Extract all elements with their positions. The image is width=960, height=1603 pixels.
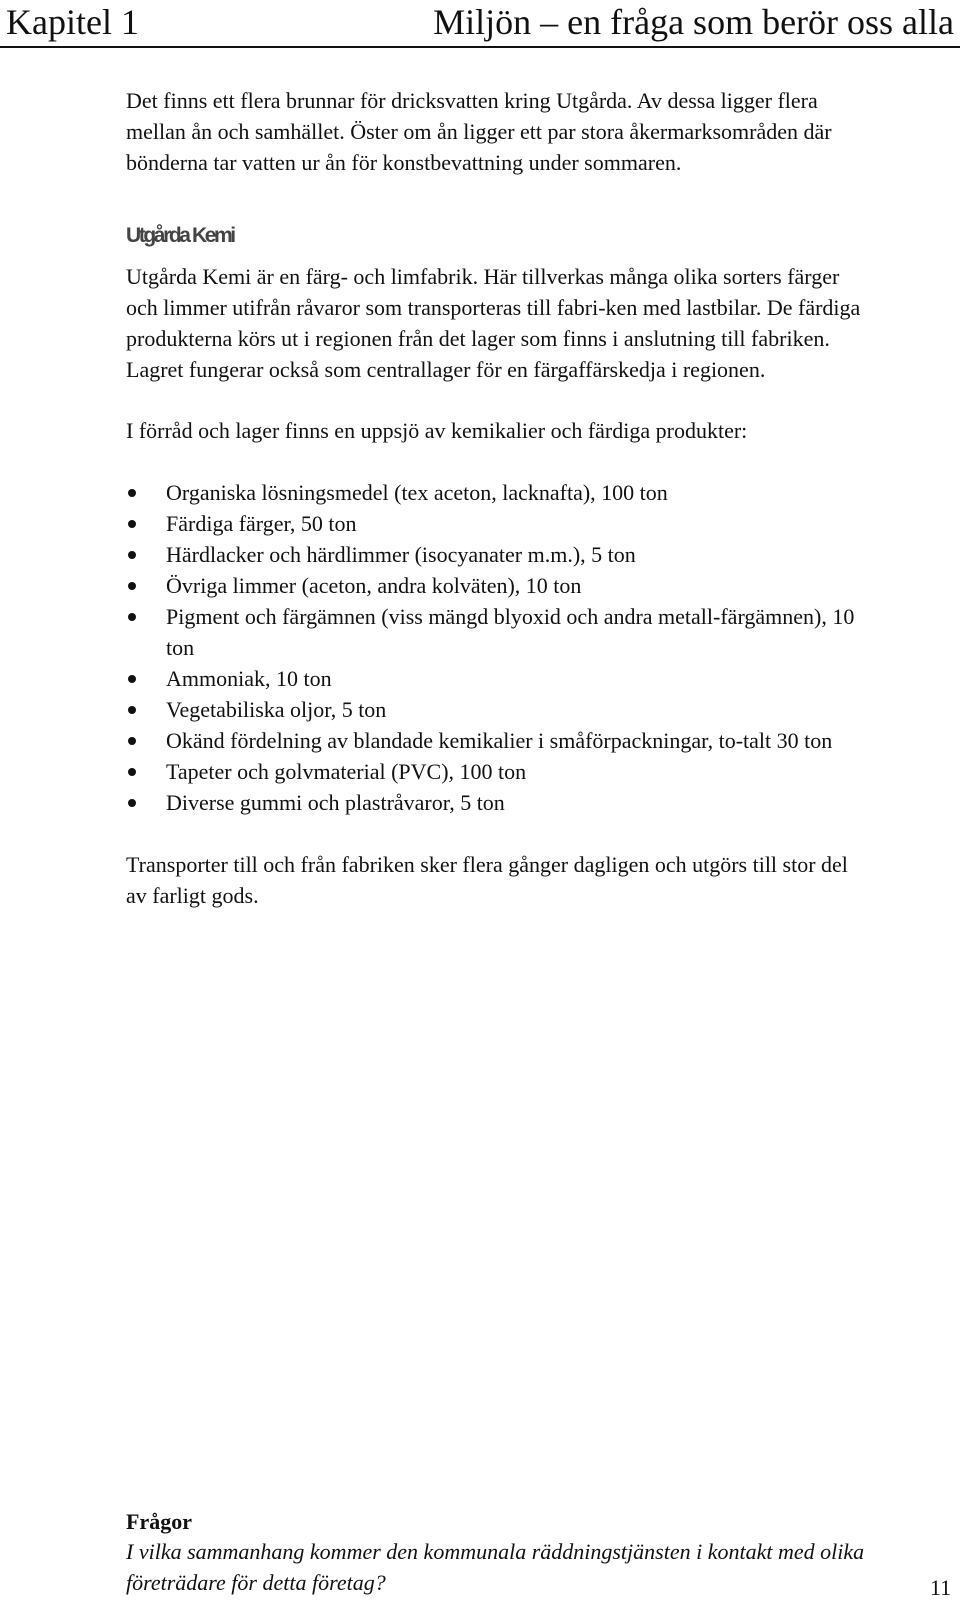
question-text: I vilka sammanhang kommer den kommunala räddningstjänsten i kontakt med olika företrädare för detta företag? [126, 1539, 865, 1595]
list-item [126, 787, 866, 818]
bullet-icon [128, 799, 136, 807]
list-item [126, 570, 866, 601]
chapter-label: Kapitel 1 [6, 2, 139, 42]
main-content [126, 85, 866, 911]
questions-heading: Frågor [126, 1509, 192, 1534]
company-paragraph: Utgårda Kemi är en färg- och limfabrik. Här tillverkas många olika sorters färger och limmer utifrån råvaror som transporteras till fabri-ken med lastbilar. De färdiga produkterna körs ut i regionen från det lager som finns i anslutning till fabriken. Lagret fungerar också som centrallager för en färgaffärskedja i regionen. [126, 264, 861, 382]
stock-intro-paragraph: I förråd och lager finns en uppsjö av kemikalier och färdiga produkter: [126, 418, 748, 443]
list-item-text: Ammoniak, 10 ton [166, 666, 332, 691]
inventory-list [126, 477, 866, 818]
list-item-text: Färdiga färger, 50 ton [166, 511, 357, 536]
list-item [126, 477, 866, 508]
list-item-text: Diverse gummi och plastråvaror, 5 ton [166, 790, 505, 815]
list-item [126, 756, 866, 787]
section-heading: Utgårda Kemi [126, 224, 234, 247]
list-item-text: Vegetabiliska oljor, 5 ton [166, 697, 387, 722]
bullet-icon [128, 737, 136, 745]
list-item-text: Tapeter och golvmaterial (PVC), 100 ton [166, 759, 527, 784]
intro-paragraph: Det finns ett flera brunnar för dricksvatten kring Utgårda. Av dessa ligger flera mellan ån och samhället. Öster om ån ligger ett par stora åkermarksområden där bönderna tar vatten ur ån för konstbevattning under sommaren. [126, 88, 832, 175]
bullet-icon [128, 551, 136, 559]
list-item-text: Övriga limmer (aceton, andra kolväten), 10 ton [166, 573, 582, 598]
bullet-icon [128, 768, 136, 776]
list-item-text: Organiska lösningsmedel (tex aceton, lacknafta), 100 ton [166, 480, 668, 505]
bullet-icon [128, 706, 136, 714]
list-item [126, 508, 866, 539]
list-item [126, 694, 866, 725]
list-item [126, 601, 866, 663]
transport-paragraph: Transporter till och från fabriken sker flera gånger dagligen och utgörs till stor del av farligt gods. [126, 852, 848, 908]
list-item-text: Okänd fördelning av blandade kemikalier i småförpackningar, to-talt 30 ton [166, 728, 833, 753]
list-item-text: Pigment och färgämnen (viss mängd blyoxid och andra metall-färgämnen), 10 ton [166, 604, 855, 660]
bullet-icon [128, 582, 136, 590]
bullet-icon [128, 520, 136, 528]
list-item-text: Härdlacker och härdlimmer (isocyanater m.m.), 5 ton [166, 542, 636, 567]
list-item [126, 725, 866, 756]
chapter-title: Miljön – en fråga som berör oss alla [433, 2, 954, 42]
list-item [126, 663, 866, 694]
list-item [126, 539, 866, 570]
page-number: 11 [930, 1575, 952, 1600]
questions-block [126, 1508, 866, 1598]
bullet-icon [128, 675, 136, 683]
bullet-icon [128, 613, 136, 621]
page-header [0, 0, 960, 48]
bullet-icon [128, 489, 136, 497]
